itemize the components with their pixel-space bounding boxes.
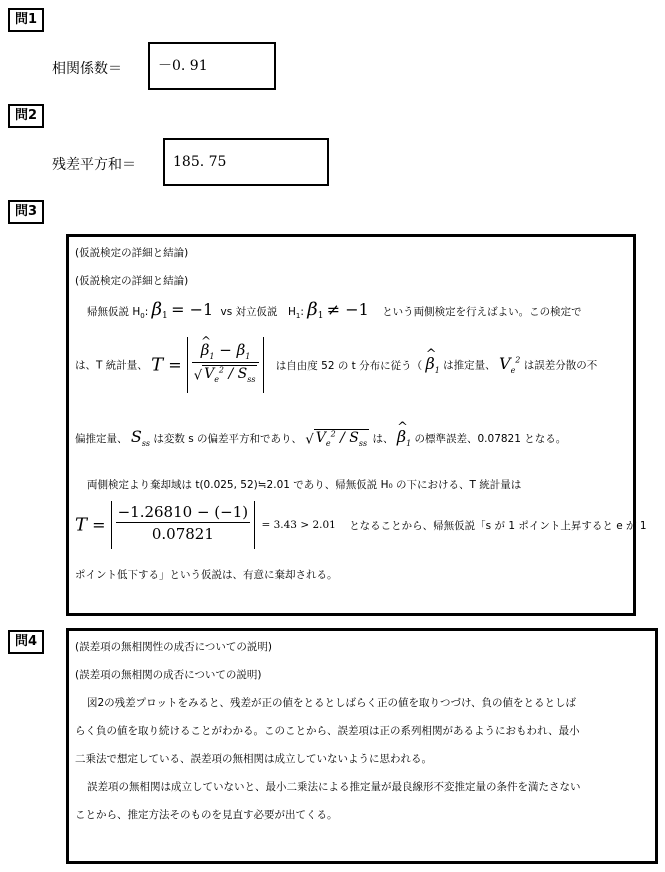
q4-line-1: 図2の残差プロットをみると、残差が正の値をとるとしばらく正の値を取りつづけ、負の値をとるとしば [87, 697, 577, 709]
t-statistic-formula: ^ $\frac{\beta_1 - \beta_1}{√ V_e^2 / S_{ss}}$ [187, 337, 265, 393]
correlation-label: 相関係数＝ [52, 61, 122, 77]
q3-answer-box [66, 234, 647, 616]
q4-line-4: 誤差項の無相関は成立していないと、最小二乗法による推定量が最良線形不変推定量の条件を満たさない [87, 781, 581, 793]
q4-line-2: らく負の値を取り続けることがわかる。このことから、誤差項は正の系列相関があるようにおもわれ、最小 [75, 725, 580, 737]
q4-line-3: 二乗法で想定している、誤差項の無相関は成立していないように思われる。 [75, 753, 432, 765]
q3-header-1: (仮説検定の詳細と結論) [75, 247, 189, 259]
q3-paragraph-1: 帰無仮説 $H_0$: $\beta_1 = -1$ vs 対立仮説 $H_1$: $\beta_1 \ne -1$ という両側検定を行えばよい。この検定で [87, 299, 582, 322]
q3-header-2: (仮説検定の詳細と結論) [75, 275, 189, 287]
q3-paragraph-6: ポイント低下する」という仮説は、有意に棄却される。 [75, 569, 338, 581]
q3-label: 問3 [8, 200, 44, 224]
correlation-answer-box[interactable] [148, 42, 276, 90]
q3-paragraph-5: T = $\frac{-1.26810 - (-1)}{0.07821}$ = 3.43 > 2.01 となることから、帰無仮説「s が 1 ポイント上昇すると e が 1 [75, 501, 647, 553]
q4-header-2: (誤差項の無相関の成否についての説明) [75, 669, 262, 681]
q4-label: 問4 [8, 630, 44, 654]
residual-ss-value: 185. 75 [173, 154, 227, 170]
q4-answer-box [66, 628, 658, 864]
q3-paragraph-3: 偏推定量、 $S_{ss}$ は変数 s の偏差平方和であり、 √ $V_e^2 / S_{ss}$ は、 ^ $\beta_1$ の標準誤差、0.07821 となる。 [75, 427, 566, 448]
t-value-formula: $\frac{-1.26810 - (-1)}{0.07821}$ [111, 501, 256, 549]
q3-paragraph-4: 両側検定より棄却域は t(0.025, 52)≒2.01 であり、帰無仮説 H₀ の下における、T 統計量は [87, 479, 522, 491]
residual-ss-label: 残差平方和＝ [52, 157, 136, 173]
q4-line-5: ことから、推定方法そのものを見直す必要が出てくる。 [75, 809, 338, 821]
correlation-value: －0. 91 [158, 58, 208, 74]
q2-label: 問2 [8, 104, 44, 128]
q4-header-1: (誤差項の無相関性の成否についての説明) [75, 641, 272, 653]
q1-label: 問1 [8, 8, 44, 32]
residual-ss-answer-box[interactable] [163, 138, 329, 186]
q3-paragraph-2: は、T 統計量、 T = ^ $\frac{\beta_1 - \beta_1}{√ V_e^2 / S_{ss}}$ は自由度 52 の t 分布に従う（ ^ $\beta_1$ は推定量、 $V_e^2$ は誤差分散の不 [75, 337, 597, 397]
